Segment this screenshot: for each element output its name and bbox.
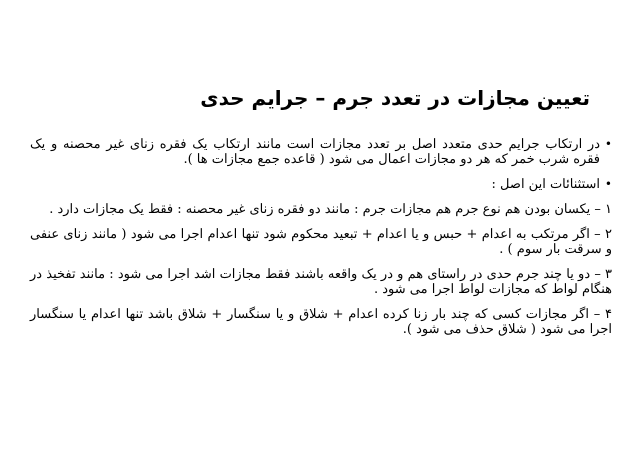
bullet-icon: •	[604, 137, 612, 151]
exception-item-1: ۱ – یکسان بودن هم نوع جرم هم مجازات جرم : مانند دو فقره زنای غیر محصنه : فقط یک مجازات دارد .	[49, 202, 612, 217]
exception-item-3: ۳ – دو یا چند جرم حدی در راستای هم و در یک واقعه باشند فقط مجازات اشد اجرا می شود : مانند تفخیذ در هنگام لواط که مجازات لواط اجرا می شود .	[30, 267, 612, 297]
slide-title: تعیین مجازات در تعدد جرم – جرایم حدی	[200, 86, 590, 110]
exception-item-2: ۲ – اگر مرتکب به اعدام + حبس و یا اعدام + تبعید محکوم شود تنها اعدام اجرا می شود ( مانند زنای عنفی و سرقت بار سوم ) .	[30, 227, 612, 257]
exception-item-4: ۴ – اگر مجازات کسی که چند بار زنا کرده اعدام + شلاق و یا سنگسار + شلاق باشد تنها اعدام یا سنگسار اجرا می شود ( شلاق حذف می شود ).	[30, 307, 612, 337]
bullet-text: در ارتکاب جرایم حدی متعدد اصل بر تعدد مجازات است مانند ارتکاب یک فقره زنای غیر محصنه و یک فقره شرب خمر که هر دو مجازات اعمال می شود ( قاعده جمع مجازات ها ).	[30, 137, 600, 167]
bullet-icon: •	[604, 177, 612, 191]
bullet-text: استثنائات این اصل :	[491, 177, 600, 192]
slide-content	[30, 137, 612, 347]
bullet-item	[30, 137, 612, 167]
bullet-item	[30, 177, 612, 192]
